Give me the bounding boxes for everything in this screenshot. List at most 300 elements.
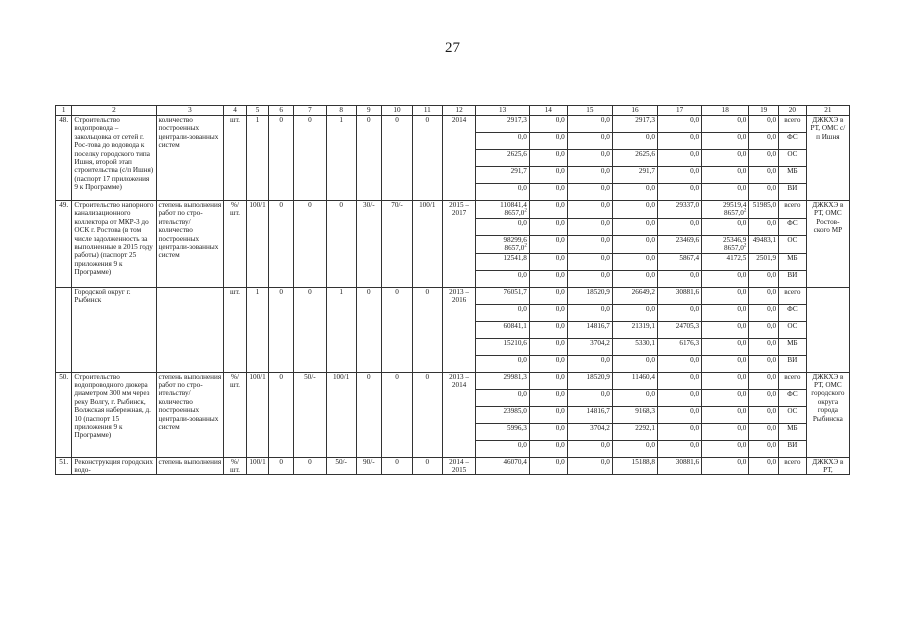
finance-cell [658,355,702,372]
finance-value: 21319,1 [631,321,656,330]
value-cell: 0 [269,201,294,288]
finance-value: 0,0 [737,389,747,398]
finance-cell [749,355,779,372]
finance-value: 0,0 [517,133,527,141]
finance-value: 0,0 [690,406,700,415]
finance-value: 0,0 [555,253,565,262]
finance-value: 0,0 [737,372,747,381]
finance-value: 0,0 [767,218,777,227]
finance-value: 0,0 [646,201,656,209]
value-cell: 1 [246,116,269,201]
value-cell: 90/- [356,457,382,475]
finance-cell [658,406,702,423]
finance-value: 0,0 [646,440,656,449]
finance-value: 0,0 [555,389,565,398]
finance-value: 0,0 [517,355,527,364]
value-cell: 30/- [356,201,382,288]
indicator-name: количество построенных централи-зованных систем [156,116,224,201]
finance-cell [702,304,749,321]
value-cell: 0 [293,457,326,475]
finance-value: 0,0 [646,235,656,244]
finance-value: 0,0 [646,304,656,313]
finance-cell [702,338,749,355]
finance-value: 0,0 [646,389,656,398]
header-cell: 14 [529,106,567,116]
finance-value: 5867,4 [679,253,700,262]
finance-value: 0,0 [767,440,777,449]
finance-cell [567,116,612,133]
finance-value: 0,0 [767,270,777,279]
finance-value: 25346,9 [722,235,747,244]
footnote-mark: 2 [524,209,527,215]
funding-source: ВИ [779,355,807,372]
finance-value: 0,0 [767,338,777,347]
finance-value: 6176,3 [679,338,700,347]
finance-value: 291,7 [638,167,656,175]
finance-value: 0,0 [517,389,527,398]
finance-cell [529,457,567,475]
finance-value-extra: 8657,0 [504,209,525,218]
finance-value: 0,0 [737,457,747,466]
finance-cell [567,406,612,423]
finance-cell [476,423,529,440]
finance-value: 0,0 [517,270,527,279]
finance-cell [476,389,529,406]
finance-value: 0,0 [555,355,565,364]
executor-cell: ДЖКХЭ в РТ, [806,457,849,475]
finance-value: 0,0 [737,133,747,141]
object-name: Реконструкция городских водо- [72,457,156,475]
finance-value: 0,0 [737,116,747,124]
header-cell: 16 [612,106,657,116]
finance-cell [658,150,702,167]
finance-cell [658,116,702,133]
finance-cell [529,423,567,440]
finance-value: 0,0 [690,389,700,398]
finance-cell [612,235,657,253]
finance-cell [749,184,779,201]
finance-value: 98299,6 [503,235,527,244]
finance-value: 0,0 [767,355,777,364]
finance-value: 0,0 [646,253,656,262]
finance-cell [529,440,567,457]
finance-cell [658,167,702,184]
finance-cell [612,201,657,219]
funding-source: ВИ [779,270,807,287]
finance-value: 0,0 [737,150,747,158]
finance-value: 0,0 [690,304,700,313]
finance-cell [702,184,749,201]
period-cell: 2014 [442,116,476,201]
finance-cell [658,321,702,338]
funding-source: МБ [779,167,807,184]
finance-cell [702,133,749,150]
finance-value: 30881,6 [675,457,700,466]
value-cell: 50/- [326,457,356,475]
finance-cell [612,116,657,133]
finance-cell [702,389,749,406]
finance-cell [529,355,567,372]
funding-source: ВИ [779,440,807,457]
finance-cell [749,457,779,475]
funding-source: МБ [779,338,807,355]
finance-cell [612,423,657,440]
finance-value: 0,0 [646,355,656,364]
header-cell: 20 [779,106,807,116]
finance-value: 0,0 [646,270,656,279]
finance-value: 0,0 [517,304,527,313]
header-cell: 15 [567,106,612,116]
indicator-name: степень выполнения работ по стро-ительству/ количество построенных централи-зованных систем [156,201,224,288]
finance-cell [529,133,567,150]
finance-cell [567,184,612,201]
funding-source: МБ [779,423,807,440]
finance-cell [567,304,612,321]
finance-value: 0,0 [555,235,565,244]
finance-cell [567,457,612,475]
finance-value: 0,0 [600,167,610,175]
footnote-mark: 2 [743,209,747,215]
finance-value: 0,0 [600,116,610,124]
finance-value: 0,0 [767,287,777,296]
finance-value: 0,0 [767,150,777,158]
finance-value: 76051,7 [503,287,527,296]
finance-cell [476,406,529,423]
finance-cell [749,287,779,304]
finance-value: 0,0 [517,184,527,192]
finance-value: 0,0 [555,270,565,279]
finance-value: 291,7 [510,167,527,175]
finance-cell [612,218,657,235]
finance-cell [567,440,612,457]
header-cell: 2 [72,106,156,116]
finance-cell [612,133,657,150]
finance-cell [749,150,779,167]
finance-value: 0,0 [767,423,777,432]
finance-cell [612,355,657,372]
executor-cell: ДЖКХЭ в РТ, ОМС Ростов-ского МР [806,201,849,288]
finance-cell [567,270,612,287]
finance-cell [702,321,749,338]
finance-cell [529,372,567,389]
header-cell: 9 [356,106,382,116]
finance-cell [702,150,749,167]
finance-value-extra: 8657,0 [724,244,744,253]
object-name: Строительство водопроводного дюкера диаметром 300 мм через реку Волгу, г. Рыбинск, Волжская набережная, д. 10 (паспорт 15 приложения 9 к Программе) [72,372,156,457]
value-cell: 0 [412,287,442,372]
finance-cell [476,201,529,219]
finance-value: 0,0 [767,133,777,141]
header-cell: 17 [658,106,702,116]
finance-cell [567,321,612,338]
finance-cell [529,235,567,253]
unit-cell: %/ шт. [224,201,247,288]
indicator-name: степень выполнения [156,457,224,475]
finance-value: 0,0 [555,423,565,432]
finance-cell [567,218,612,235]
value-cell: 0 [412,116,442,201]
value-cell: 1 [326,116,356,201]
finance-value: 0,0 [517,218,527,227]
finance-cell [476,372,529,389]
finance-value: 30881,6 [675,287,700,296]
finance-cell [612,338,657,355]
funding-source: всего [779,201,807,219]
finance-value: 2625,6 [635,150,656,158]
row-number [56,287,72,372]
finance-cell [567,372,612,389]
finance-cell [529,321,567,338]
finance-value: 0,0 [767,406,777,415]
header-cell: 8 [326,106,356,116]
finance-value: 0,0 [555,406,565,415]
object-name: Городской округ г. Рыбинск [72,287,156,372]
header-cell: 10 [382,106,413,116]
row-number: 48. [56,116,72,201]
finance-value: 29337,0 [675,201,700,209]
page-number: 27 [445,40,460,56]
finance-value: 0,0 [646,218,656,227]
finance-cell [612,184,657,201]
finance-cell [702,440,749,457]
header-cell: 7 [293,106,326,116]
finance-cell [658,287,702,304]
funding-source: всего [779,116,807,133]
finance-cell [529,167,567,184]
finance-cell [702,423,749,440]
finance-value: 0,0 [555,338,565,347]
finance-value-extra: 8657,0 [504,244,525,253]
finance-cell [702,167,749,184]
finance-cell [658,253,702,270]
finance-value: 0,0 [737,355,747,364]
period-cell: 2013 – 2016 [442,287,476,372]
finance-value: 51985,0 [752,201,777,209]
finance-value: 23469,6 [675,235,700,244]
finance-cell [529,150,567,167]
finance-cell [702,457,749,475]
finance-value: 0,0 [690,372,700,381]
unit-cell: %/ шт. [224,457,247,475]
header-cell: 13 [476,106,529,116]
finance-cell [567,201,612,219]
finance-value: 12541,8 [503,253,527,262]
funding-source: всего [779,457,807,475]
finance-value: 5330,1 [635,338,656,347]
funding-source: ФС [779,389,807,406]
finance-value: 0,0 [600,201,610,209]
finance-cell [658,423,702,440]
finance-cell [658,389,702,406]
finance-value: 0,0 [690,440,700,449]
finance-value: 0,0 [600,304,610,313]
finance-value: 0,0 [737,287,747,296]
finance-value: 0,0 [767,304,777,313]
finance-value: 0,0 [555,287,565,296]
finance-cell [702,372,749,389]
header-cell: 4 [224,106,247,116]
finance-value: 0,0 [767,457,777,466]
value-cell: 0 [326,201,356,288]
header-cell: 11 [412,106,442,116]
indicator-name: степень выполнения работ по стро-ительству/ количество построенных централи-зованных систем [156,372,224,457]
value-cell: 0 [293,287,326,372]
finance-cell [476,440,529,457]
finance-cell [476,235,529,253]
finance-cell [702,116,749,133]
value-cell: 0 [269,116,294,201]
finance-value: 0,0 [690,184,700,192]
finance-value: 5996,3 [507,423,527,432]
finance-value: 0,0 [555,167,565,175]
finance-value-extra: 8657,0 [724,209,744,218]
finance-value: 2501,9 [756,253,777,262]
finance-cell [529,201,567,219]
table-row [56,372,850,389]
finance-value: 0,0 [737,218,747,227]
finance-value: 0,0 [737,406,747,415]
finance-cell [658,440,702,457]
finance-value: 0,0 [600,270,610,279]
finance-value: 0,0 [555,201,565,209]
finance-cell [749,372,779,389]
funding-source: ОС [779,321,807,338]
header-cell: 19 [749,106,779,116]
finance-value: 0,0 [600,253,610,262]
finance-cell [612,406,657,423]
value-cell: 0 [356,287,382,372]
finance-value: 15210,6 [503,338,527,347]
finance-cell [658,235,702,253]
funding-source: ОС [779,235,807,253]
finance-value: 2917,3 [635,116,656,124]
finance-cell [567,338,612,355]
finance-cell [658,133,702,150]
finance-cell [658,218,702,235]
value-cell: 0 [356,116,382,201]
finance-cell [476,457,529,475]
value-cell: 0 [269,287,294,372]
finance-cell [658,304,702,321]
finance-value: 49483,1 [752,235,777,244]
finance-value: 0,0 [600,184,610,192]
finance-value: 23985,0 [503,406,527,415]
finance-cell [476,167,529,184]
value-cell: 100/1 [246,201,269,288]
finance-cell [476,270,529,287]
finance-value: 0,0 [690,355,700,364]
finance-value: 0,0 [690,116,700,124]
value-cell: 0 [269,372,294,457]
row-number: 49. [56,201,72,288]
finance-cell [612,304,657,321]
finance-cell [529,338,567,355]
header-cell: 21 [806,106,849,116]
finance-cell [476,321,529,338]
finance-value: 15188,8 [631,457,656,466]
finance-cell [612,287,657,304]
value-cell: 0 [412,372,442,457]
finance-cell [476,355,529,372]
value-cell: 0 [356,372,382,457]
object-name: Строительство напорного канализационного коллектора от МКР-3 до ОСК г. Ростова (в том числе задолженность за выполненные в 2015 году работы) (паспорт 25 приложения 9 к Программе) [72,201,156,288]
finance-value: 11460,4 [631,372,656,381]
finance-value: 0,0 [767,167,777,175]
finance-value: 0,0 [737,270,747,279]
value-cell: 0 [382,457,413,475]
row-number: 51. [56,457,72,475]
finance-cell [612,270,657,287]
funding-source: ФС [779,133,807,150]
finance-value: 0,0 [767,372,777,381]
finance-cell [612,457,657,475]
finance-cell [749,440,779,457]
finance-value: 0,0 [555,440,565,449]
finance-value: 110841,4 [500,201,527,209]
value-cell: 100/1 [246,372,269,457]
funding-source: ФС [779,304,807,321]
finance-cell [567,389,612,406]
finance-value: 60841,1 [503,321,527,330]
finance-value: 18520,9 [586,372,610,381]
finance-value: 0,0 [737,423,747,432]
finance-value: 0,0 [555,218,565,227]
finance-value: 0,0 [600,218,610,227]
finance-value: 0,0 [555,321,565,330]
finance-cell [567,253,612,270]
finance-value: 4172,5 [726,253,747,262]
value-cell: 0 [382,372,413,457]
table-row [56,116,850,133]
finance-value: 0,0 [767,116,777,124]
finance-cell [702,253,749,270]
finance-value: 0,0 [555,372,565,381]
funding-source: всего [779,287,807,304]
finance-cell [749,235,779,253]
finance-cell [476,338,529,355]
finance-cell [612,150,657,167]
finance-cell [702,235,749,253]
header-cell: 1 [56,106,72,116]
unit-cell: шт. [224,287,247,372]
finance-cell [749,304,779,321]
finance-cell [529,218,567,235]
finance-value: 0,0 [555,184,565,192]
indicator-name [156,287,224,372]
value-cell: 0 [382,116,413,201]
footnote-mark: 2 [743,243,747,249]
finance-cell [529,304,567,321]
executor-cell [806,287,849,372]
finance-value: 0,0 [600,150,610,158]
finance-cell [567,167,612,184]
program-table [55,105,850,475]
header-cell: 5 [246,106,269,116]
finance-value: 0,0 [690,423,700,432]
finance-cell [567,287,612,304]
finance-value: 46070,4 [503,457,527,466]
finance-cell [658,184,702,201]
finance-value: 0,0 [690,150,700,158]
finance-value: 18520,9 [586,287,610,296]
finance-value: 0,0 [600,355,610,364]
value-cell: 100/1 [412,201,442,288]
finance-cell [658,338,702,355]
funding-source: всего [779,372,807,389]
row-number: 50. [56,372,72,457]
finance-cell [658,457,702,475]
finance-value: 0,0 [555,116,565,124]
